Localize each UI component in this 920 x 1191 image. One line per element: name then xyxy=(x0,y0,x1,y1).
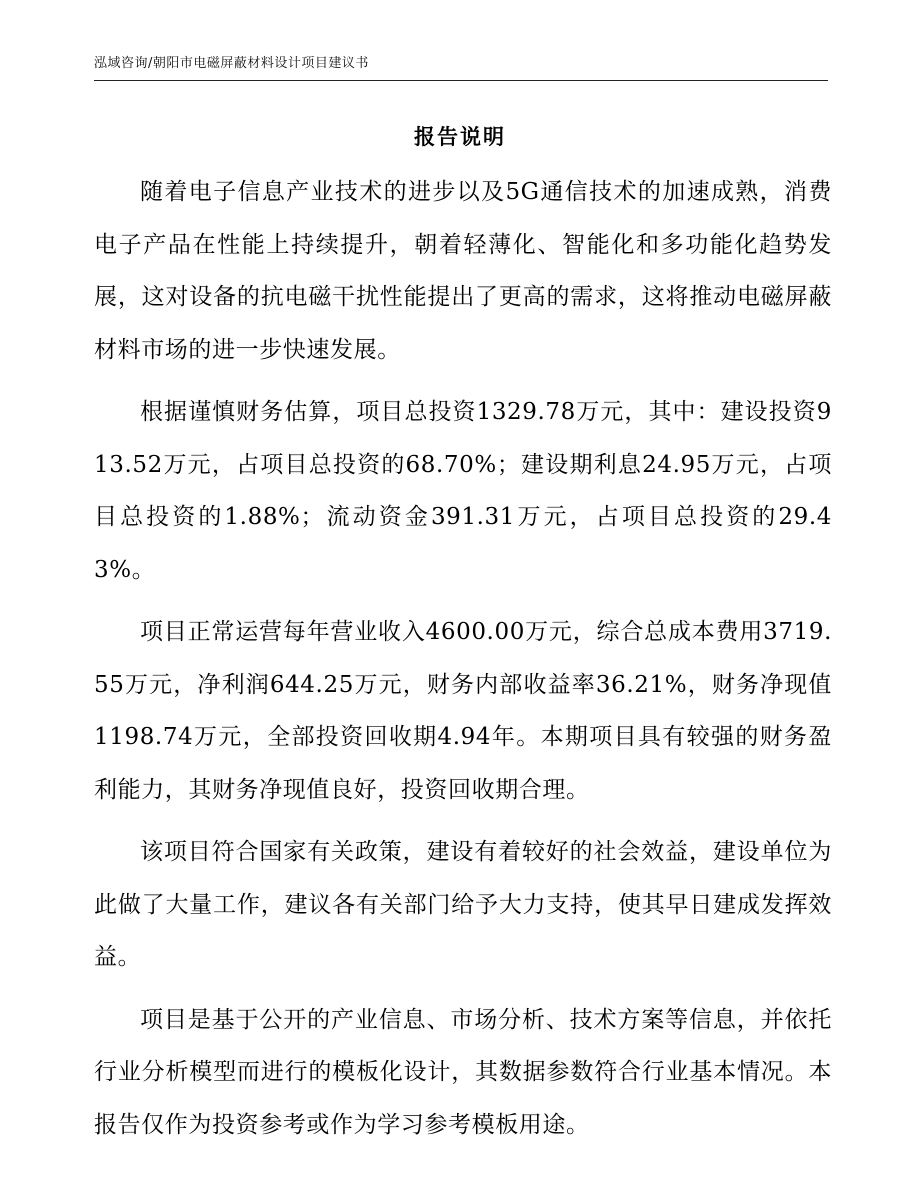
header-divider xyxy=(94,80,828,81)
page-title: 报告说明 xyxy=(414,125,506,149)
report-body xyxy=(94,166,832,1161)
paragraph-policy: 该项目符合国家有关政策，建设有着较好的社会效益，建设单位为此做了大量工作，建议各有关部门给予大力支持，使其早日建成发挥效益。 xyxy=(94,839,832,970)
paragraph-investment: 根据谨慎财务估算，项目总投资1329.78万元，其中：建设投资913.52万元，占项目总投资的68.70%；建设期利息24.95万元，占项目总投资的1.88%；流动资金391.31万元，占项目总投资的29.43%。 xyxy=(94,399,832,583)
paragraph-revenue: 项目正常运营每年营业收入4600.00万元，综合总成本费用3719.55万元，净利润644.25万元，财务内部收益率36.21%，财务净现值1198.74万元，全部投资回收期4.94年。本期项目具有较强的财务盈利能力，其财务净现值良好，投资回收期合理。 xyxy=(94,619,832,803)
paragraph-disclaimer: 项目是基于公开的产业信息、市场分析、技术方案等信息，并依托行业分析模型而进行的模板化设计，其数据参数符合行业基本情况。本报告仅作为投资参考或作为学习参考模板用途。 xyxy=(94,1006,832,1138)
paragraph-background: 随着电子信息产业技术的进步以及5G通信技术的加速成熟，消费电子产品在性能上持续提升，朝着轻薄化、智能化和多功能化趋势发展，这对设备的抗电磁干扰性能提出了更高的需求，这将推动电磁屏蔽材料市场的进一步快速发展。 xyxy=(94,179,832,363)
document-header: 泓域咨询/朝阳市电磁屏蔽材料设计项目建议书 xyxy=(94,56,369,71)
